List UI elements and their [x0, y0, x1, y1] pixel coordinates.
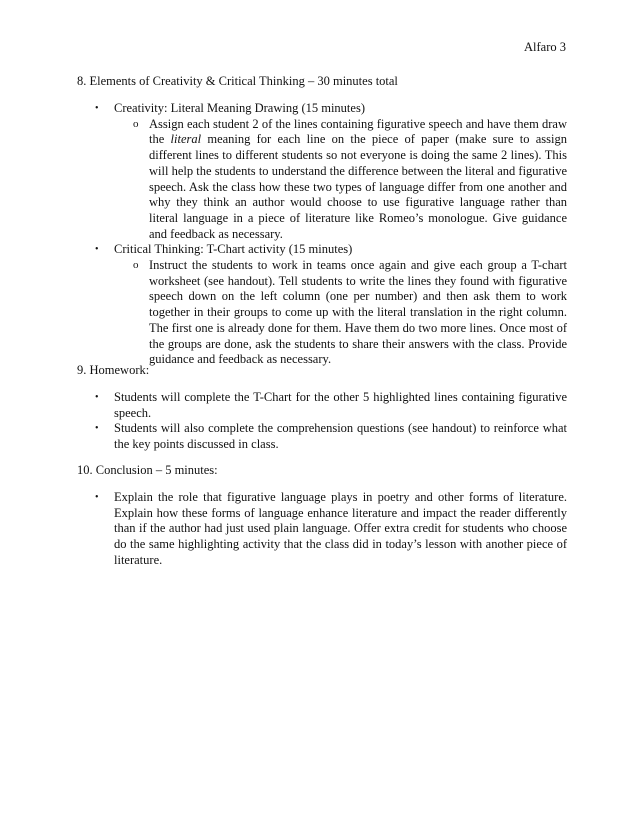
- section-8-list: [77, 101, 567, 368]
- list-item: [77, 390, 567, 421]
- list-item: [77, 490, 567, 569]
- section-8-title: 8. Elements of Creativity & Critical Thinking – 30 minutes total: [77, 74, 398, 88]
- sub-item-text-part: Assign each student 2 of the lines containing figurative speech and have them draw the: [149, 116, 567, 147]
- section-10-list: [77, 490, 567, 569]
- item-text: Students will complete the T-Chart for the other 5 highlighted lines containing figurative speech.: [114, 390, 567, 420]
- bullet-marker: •: [95, 244, 99, 256]
- list-item: [77, 101, 567, 117]
- list-item: [77, 421, 567, 452]
- emphasized-word: literal: [170, 132, 202, 147]
- item-text: Explain the role that figurative language plays in poetry and other forms of literature. Explain how these forms of language enhance literature and impact the reader differently than if the author had just used plain language. Offer extra credit for students who choose do the same highlighting activity that the class did in today’s lesson with another piece of literature.: [114, 490, 567, 567]
- sub-item-text-part: meaning for each line on the piece of paper (make sure to assign different lines to different students so not everyone is doing the same 2 lines). This will help the students to understand the difference between the literal and figurative speech. Ask the class how these two types of language differ from one another and why they think an author would choose to use figurative language rather than literal language in a piece of literature like Romeo’s monologue. Give guidance and feedback as necessary.: [149, 132, 567, 241]
- sub-bullet-marker: o: [133, 259, 139, 272]
- bullet-marker: •: [95, 492, 99, 503]
- section-9-title: 9. Homework:: [77, 363, 150, 377]
- sub-list-item: [77, 258, 567, 368]
- bullet-marker: •: [95, 423, 99, 435]
- item-label: Critical Thinking: T-Chart activity (15 minutes): [114, 242, 353, 257]
- sub-bullet-marker: o: [133, 117, 139, 130]
- sub-item-text: Instruct the students to work in teams once again and give each group a T-chart worksheet (see handout). Tell students to write the lines they found with figurative speech down on the left column (one per number) and then ask them to work together in their groups to come up with the literal translation in the right column. The first one is already done for them. Have them do two more lines. Once most of the groups are done, ask the students to share their answers with the class. Provide guidance and feedback as necessary.: [149, 258, 567, 367]
- list-item: [77, 242, 567, 258]
- section-9-list: [77, 390, 567, 453]
- sub-item-text: [149, 117, 567, 241]
- section-10-title: 10. Conclusion – 5 minutes:: [77, 463, 218, 477]
- item-text: Students will also complete the comprehension questions (see handout) to reinforce what the key points discussed in class.: [114, 421, 567, 452]
- sub-list-item: [77, 117, 567, 243]
- running-head: Alfaro 3: [524, 40, 566, 54]
- bullet-marker: •: [95, 103, 99, 114]
- item-label: Creativity: Literal Meaning Drawing (15 minutes): [114, 101, 365, 115]
- bullet-marker: •: [95, 392, 99, 403]
